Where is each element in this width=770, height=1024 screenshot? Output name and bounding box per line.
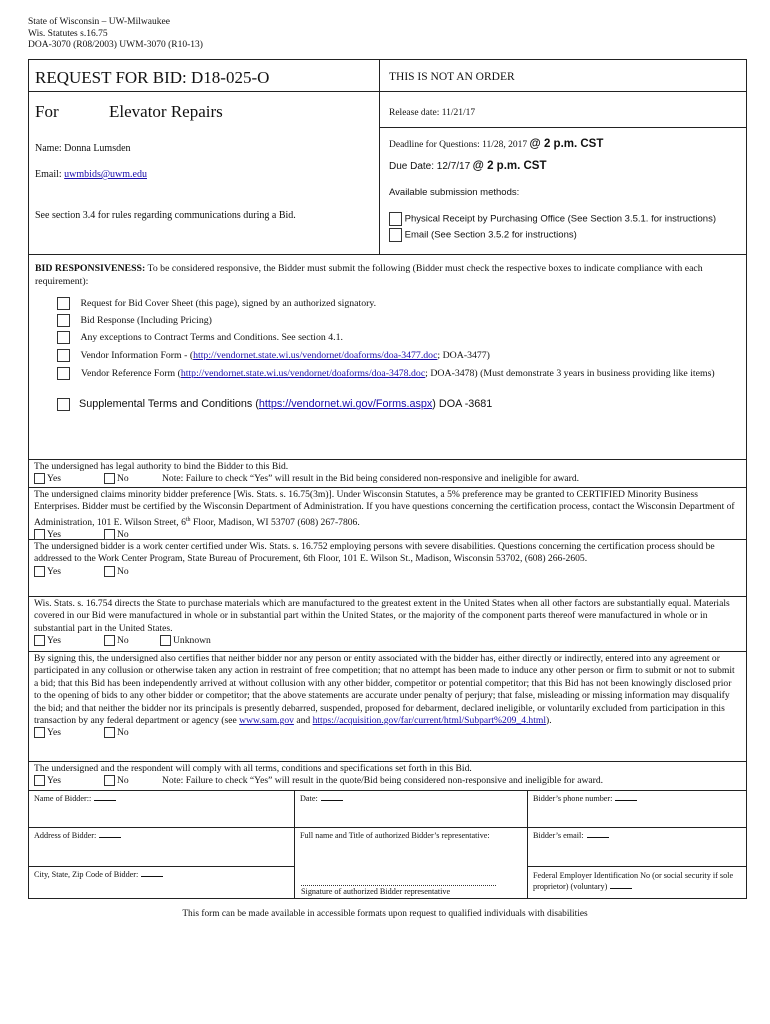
communications-note: See section 3.4 for rules regarding communications during a Bid.	[35, 210, 296, 221]
comply-no-checkbox[interactable]	[104, 775, 115, 786]
statement-us-materials-options	[34, 635, 741, 648]
requirement-3	[57, 331, 343, 344]
bidder-address-cell[interactable]	[28, 827, 295, 867]
requirement-6-checkbox[interactable]	[57, 398, 70, 411]
representative-label: Full name and Title of authorized Bidder’s representative:	[300, 831, 490, 840]
bidder-city-blank	[141, 876, 163, 877]
method-email-label: Email (See Section 3.5.2 for instructions)	[404, 229, 577, 241]
responsiveness-intro	[35, 263, 735, 289]
bidder-email-label: Bidder’s email:	[533, 831, 584, 840]
top-section	[28, 59, 747, 255]
vendor-info-form-link[interactable]: http://vendornet.state.wi.us/vendornet/doaforms/doa-3477.doc	[193, 349, 438, 361]
name-label: Name:	[35, 143, 62, 154]
ordinal-suffix: th	[185, 516, 191, 523]
statement-collusion-body: By signing this, the undersigned also certifies that neither bidder nor any person or entity associated with the bidder has, either directly or indirectly, entered into any agreement or participated in any collusion or otherwise taken any action in restraint of free competition; that no attempt has been made to induce any other person or firm to submit or not to submit a bid; that this Bid has been independently arrived at without collusion with any other bidder, competitor or potential competitor; that this Bid has not been knowingly disclosed prior to the opening of bids to any other bidder or competitor; that the above statements are accurate under penalty of perjury; that false, misleading or missing information may disqualify the bid; and that neither the bidder nor its principals is presently debarred, suspended, proposed for debarment, declared ineligible, or voluntarily excluded from participation in this transaction by any federal department or agency (see	[34, 653, 735, 727]
method-physical	[389, 212, 716, 226]
due-date	[389, 160, 547, 172]
authority-yes-label: Yes	[47, 473, 61, 485]
date-blank	[321, 800, 343, 801]
bidder-name-blank	[94, 800, 116, 801]
divider-title	[379, 91, 746, 92]
collusion-no-label: No	[117, 727, 129, 739]
collusion-yes-checkbox[interactable]	[34, 727, 45, 738]
requirement-4-suffix: ; DOA-3477)	[437, 349, 490, 361]
requirement-4-checkbox[interactable]	[57, 349, 70, 362]
name-value: Donna Lumsden	[64, 143, 131, 154]
us-materials-unknown-checkbox[interactable]	[160, 635, 171, 646]
us-materials-yes-checkbox[interactable]	[34, 635, 45, 646]
requirement-3-checkbox[interactable]	[57, 331, 70, 344]
form-header	[28, 17, 203, 52]
requirement-5-checkbox[interactable]	[57, 367, 70, 380]
signature-label: Signature of authorized Bidder representative	[301, 887, 451, 896]
statement-work-center-options	[34, 566, 741, 579]
deadline-label: Deadline for Questions: 11/28, 2017	[389, 140, 528, 150]
requirement-1-checkbox[interactable]	[57, 297, 70, 310]
fein-blank	[610, 888, 632, 889]
statement-work-center	[28, 540, 747, 597]
us-materials-yes-label: Yes	[47, 635, 61, 647]
statement-collusion	[28, 652, 747, 762]
authority-no-label: No	[117, 473, 129, 485]
date-label: Date:	[300, 794, 318, 803]
statement-minority-body: The undersigned claims minority bidder preference [Wis. Stats. s. 16.75(3m)]. Under Wisconsin Statutes, a 5% preference may be granted to CERTIFIED Minority Business Enterprises. Bidder must be certified by the Wisconsin Department of Administration. If you have questions concerning the certification process, contact the Wisconsin Department of Administration, 101 E. Wilson Street, 6	[34, 489, 735, 528]
comply-note: Note: Failure to check “Yes” will result in the quote/Bid being considered non-responsive and ineligible for award.	[162, 775, 604, 787]
acquisition-gov-link[interactable]: https://acquisition.gov/far/current/html/Subpart%209_4.html	[312, 715, 546, 727]
requirement-5-suffix: ; DOA-3478) (Must demonstrate 3 years in business providing like items)	[425, 368, 715, 379]
authority-no-checkbox[interactable]	[104, 473, 115, 484]
requirement-1-label: Request for Bid Cover Sheet (this page), signed by an authorized signatory.	[80, 297, 377, 309]
date-cell[interactable]	[294, 790, 528, 828]
collusion-no-checkbox[interactable]	[104, 727, 115, 738]
statement-authority-options	[34, 473, 741, 486]
email-label: Email:	[35, 169, 62, 180]
fein-label: Federal Employer Identification No (or social security if sole proprietor) (voluntary)	[533, 871, 734, 891]
email-link[interactable]: uwmbids@uwm.edu	[64, 169, 147, 180]
supplemental-terms-link[interactable]: https://vendornet.wi.gov/Forms.aspx	[258, 398, 433, 411]
release-date: Release date: 11/21/17	[389, 108, 476, 118]
contact-email	[35, 169, 147, 181]
bidder-email-blank	[587, 837, 609, 838]
authority-note: Note: Failure to check “Yes” will result in the Bid being considered non-responsive and ineligible for award.	[162, 473, 580, 485]
requirement-6-prefix: Supplemental Terms and Conditions (	[79, 398, 259, 411]
minority-yes-label: Yes	[47, 529, 61, 541]
bidder-phone-blank	[615, 800, 637, 801]
work-center-yes-label: Yes	[47, 565, 61, 577]
divider-left	[29, 91, 379, 92]
submission-methods-label: Available submission methods:	[389, 187, 520, 198]
bidder-address-blank	[99, 837, 121, 838]
statement-minority-text	[34, 489, 741, 529]
us-materials-no-label: No	[117, 635, 129, 647]
minority-no-label: No	[117, 529, 129, 541]
requirement-6-text	[79, 398, 492, 410]
requirement-2-label: Bid Response (Including Pricing)	[80, 314, 212, 326]
contact-name	[35, 143, 131, 155]
statement-authority	[28, 460, 747, 488]
work-center-yes-checkbox[interactable]	[34, 566, 45, 577]
bidder-address-label: Address of Bidder:	[34, 831, 97, 840]
minority-yes-checkbox[interactable]	[34, 529, 45, 540]
statement-work-center-text: The undersigned bidder is a work center certified under Wis. Stats. s. 16.752 employing persons with severe disabilities. Questions concerning the certification process should be addressed to the Work Center Program, State Bureau of Procurement, 6th Floor, 101 E. Wilson St., Madison, Wisconsin 53702, (608) 266-2605.	[34, 541, 715, 565]
statement-minority-address: Floor, Madison, WI 53707 (608) 267-7806.	[190, 517, 360, 528]
divider-release	[379, 127, 746, 128]
bidder-email-cell[interactable]	[527, 827, 747, 867]
for-label: For	[35, 102, 59, 121]
bidder-phone-label: Bidder’s phone number:	[533, 794, 613, 803]
bidder-city-label: City, State, Zip Code of Bidder:	[34, 870, 139, 879]
requirement-5-text	[81, 367, 737, 380]
us-materials-no-checkbox[interactable]	[104, 635, 115, 646]
signature-line	[301, 885, 496, 886]
bidder-name-cell[interactable]	[28, 790, 295, 828]
header-agency: State of Wisconsin – UW-Milwaukee	[28, 17, 170, 27]
not-an-order: THIS IS NOT AN ORDER	[389, 71, 515, 83]
header-statute: Wis. Statutes s.16.75	[28, 28, 108, 39]
statement-collusion-options	[34, 727, 741, 740]
requirement-5	[57, 367, 737, 380]
bidder-city-cell[interactable]	[28, 866, 295, 899]
statement-comply-options	[34, 775, 741, 788]
responsiveness-text: To be considered responsive, the Bidder must submit the following (Bidder must check the respective boxes to indicate compliance with each requirement):	[35, 263, 703, 287]
header-form-number: DOA-3070 (R08/2003) UWM-3070 (R10-13)	[28, 40, 203, 50]
requirement-4	[57, 349, 490, 362]
bidder-phone-cell[interactable]	[527, 790, 747, 828]
requirement-5-prefix: Vendor Reference Form (	[81, 368, 181, 379]
us-materials-unknown-label: Unknown	[173, 635, 211, 647]
statement-collusion-and: and	[293, 715, 313, 727]
responsiveness-heading: BID RESPONSIVENESS:	[35, 263, 146, 274]
deadline-questions	[389, 138, 603, 150]
method-email-checkbox[interactable]	[389, 228, 402, 242]
responsiveness-section	[28, 255, 747, 460]
vertical-divider	[379, 60, 380, 254]
authority-yes-checkbox[interactable]	[34, 473, 45, 484]
method-physical-label: Physical Receipt by Purchasing Office (See Section 3.5.1. for instructions)	[404, 213, 717, 225]
statement-minority	[28, 488, 747, 540]
requirement-1	[57, 297, 376, 310]
sam-gov-link[interactable]: www.sam.gov	[239, 715, 294, 727]
work-center-no-checkbox[interactable]	[104, 566, 115, 577]
fein-cell[interactable]	[527, 866, 747, 899]
method-email	[389, 228, 577, 242]
collusion-yes-label: Yes	[47, 727, 61, 739]
statement-comply-text: The undersigned and the respondent will comply with all terms, conditions and specifications set forth in this Bid.	[34, 763, 472, 774]
requirement-3-label: Any exceptions to Contract Terms and Conditions. See section 4.1.	[80, 331, 343, 343]
requirement-6-suffix: ) DOA -3681	[432, 398, 493, 411]
statement-us-materials	[28, 597, 747, 652]
comply-yes-checkbox[interactable]	[34, 775, 45, 786]
statement-collusion-text	[34, 653, 741, 727]
comply-no-label: No	[117, 775, 129, 787]
statement-comply	[28, 762, 747, 791]
accessibility-footer: This form can be made available in accessible formats upon request to qualified individuals with disabilities	[182, 909, 588, 919]
requirement-4-text	[80, 350, 489, 361]
work-center-no-label: No	[117, 565, 129, 577]
due-label: Due Date: 12/7/17	[389, 161, 471, 172]
statement-collusion-end: ).	[546, 715, 552, 727]
bid-title: REQUEST FOR BID: D18-025-O	[35, 68, 270, 87]
vendor-reference-form-link[interactable]: http://vendornet.state.wi.us/vendornet/doaforms/doa-3478.doc	[180, 368, 426, 379]
requirement-2-checkbox[interactable]	[57, 314, 70, 327]
requirement-4-prefix: Vendor Information Form - (	[80, 349, 194, 361]
due-time: @ 2 p.m. CST	[472, 160, 547, 172]
statement-us-materials-text: Wis. Stats. s. 16.754 directs the State to purchase materials which are manufactured to the greatest extent in the United States when all other factors are substantially equal. Materials covered in our Bid were manufactured in whole or in substantial part within the United States, or the majority of the component parts thereof were manufactured in whole or in substantial part in the United States.	[34, 598, 730, 634]
comply-yes-label: Yes	[47, 775, 61, 787]
requirement-2	[57, 314, 212, 327]
bidder-name-label: Name of Bidder::	[34, 794, 92, 803]
representative-cell[interactable]	[294, 827, 528, 899]
bid-subject: Elevator Repairs	[109, 102, 223, 121]
statement-authority-text: The undersigned has legal authority to bind the Bidder to this Bid.	[34, 461, 289, 472]
requirement-6	[57, 398, 492, 411]
deadline-time: @ 2 p.m. CST	[529, 138, 604, 150]
method-physical-checkbox[interactable]	[389, 212, 402, 226]
minority-no-checkbox[interactable]	[104, 529, 115, 540]
